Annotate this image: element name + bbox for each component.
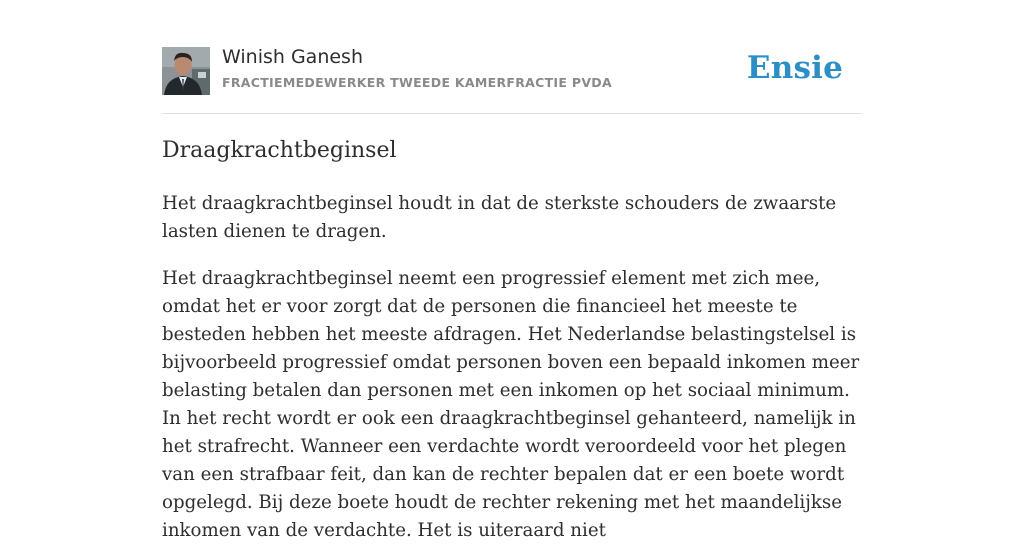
author-header <box>162 46 862 114</box>
author-name[interactable]: Winish Ganesh <box>222 46 363 68</box>
article-title: Draagkrachtbeginsel <box>162 138 397 163</box>
author-photo <box>162 47 210 95</box>
author-avatar[interactable] <box>162 47 210 95</box>
article-paragraph: Het draagkrachtbeginsel houdt in dat de sterkste schouders de zwaarste lasten dienen te dragen. <box>162 193 837 242</box>
ensie-logo[interactable]: Ensie <box>746 50 843 86</box>
article-paragraph: Het draagkrachtbeginsel neemt een progressief element met zich mee, omdat het er voor zorgt dat de personen die financieel het meeste te besteden hebben het meeste afdragen. Het Nederlandse belastingstelsel is bijvoorbeeld progressief omdat personen boven een bepaald inkomen meer belasting betalen dan personen met een inkomen op het sociaal minimum. In het recht wordt er ook een draagkrachtbeginsel gehanteerd, namelijk in het strafrecht. Wanneer een verdachte wordt veroordeeld voor het plegen van een strafbaar feit, dan kan de rechter bepalen dat er een boete wordt opgelegd. Bij deze boete houdt de rechter rekening met het maandelijkse inkomen van de verdachte. Het is uiteraard niet <box>162 268 860 541</box>
author-role: FRACTIEMEDEWERKER TWEEDE KAMERFRACTIE PVDA <box>222 75 612 90</box>
